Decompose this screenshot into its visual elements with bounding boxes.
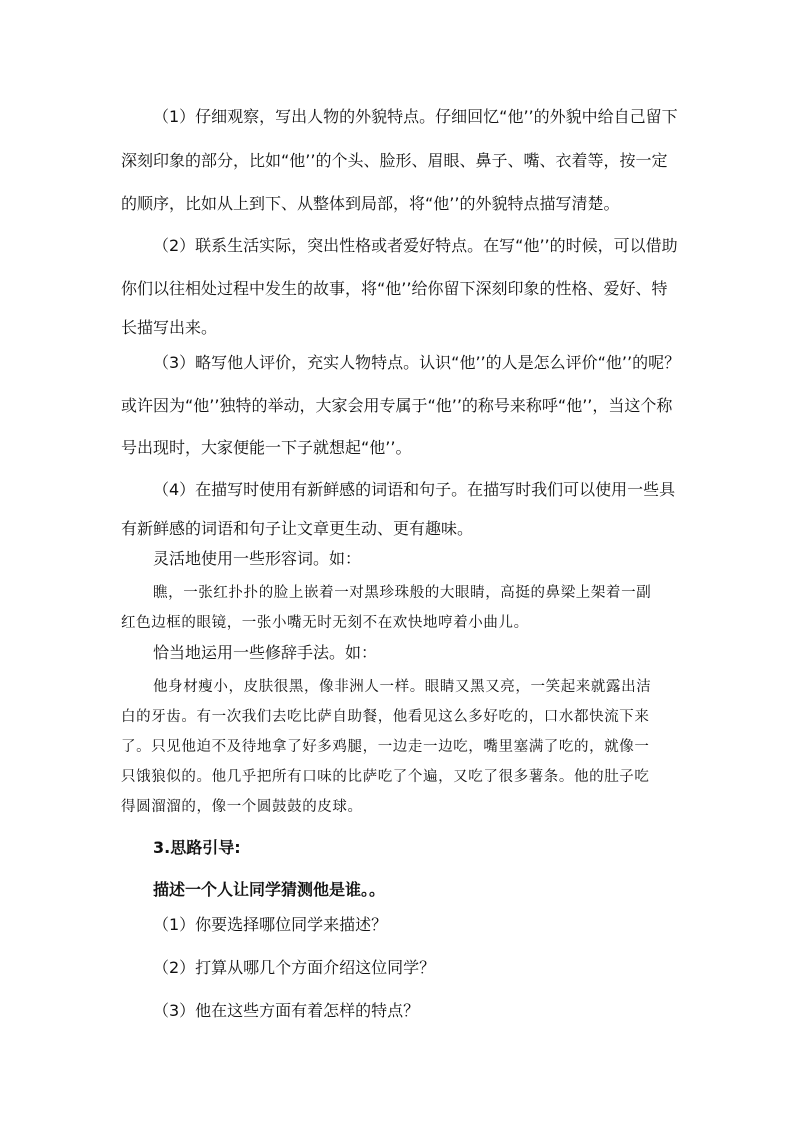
paragraph-3-line-2: 或许因为“他’’独特的举动，大家会用专属于“他’’的称号来称呼“他’’，当这个称 (121, 396, 673, 415)
section-3-heading: 3.思路引导: (153, 838, 241, 857)
paragraph-3-line-1: （3）略写他人评价，充实人物特点。认识“他’’的人是怎么评价“他’’的呢？ (153, 353, 681, 372)
section-3-task: 描述一个人让同学猜测他是谁。。 (153, 880, 386, 899)
paragraph-2-line-1: （2）联系生活实际，突出性格或者爱好特点。在写“他’’的时候，可以借助 (153, 236, 678, 255)
paragraph-2-line-3: 长描写出来。 (121, 318, 218, 337)
adjective-tip: 灵活地使用一些形容词。如： (153, 549, 362, 568)
paragraph-1-line-1: （1）仔细观察，写出人物的外貌特点。仔细回忆“他’’的外貌中给自己留下 (153, 107, 678, 126)
example-2-line-3: 了。只见他迫不及待地拿了好多鸡腿，一边走一边吃，嘴里塞满了吃的，就像一 (121, 739, 650, 755)
paragraph-3-line-3: 号出现时，大家便能一下子就想起“他’’。 (121, 438, 412, 457)
example-2-line-1: 他身材瘦小，皮肤很黑，像非洲人一样。眼睛又黑又亮，一笑起来就露出洁 (153, 679, 652, 695)
example-1-line-1: 瞧，一张红扑扑的脸上嵌着一对黑珍珠般的大眼睛，高挺的鼻梁上架着一副 (153, 585, 652, 601)
paragraph-2-line-2: 你们以往相处过程中发生的故事，将“他’’给你留下深刻印象的性格、爱好、特 (121, 279, 668, 298)
rhetoric-tip: 恰当地运用一些修辞手法。如： (153, 643, 378, 662)
paragraph-4-line-2: 有新鲜感的词语和句子让文章更生动、更有趣味。 (121, 519, 474, 538)
example-1-line-2: 红色边框的眼镜，一张小嘴无时无刻不在欢快地哼着小曲儿。 (121, 615, 529, 631)
example-2-line-5: 得圆溜溜的，像一个圆鼓鼓的皮球。 (121, 799, 363, 815)
guide-question-3: （3）他在这些方面有着怎样的特点？ (153, 1001, 420, 1020)
example-2-line-4: 只饿狼似的。他几乎把所有口味的比萨吃了个遍，又吃了很多薯条。他的肚子吃 (121, 769, 650, 785)
guide-question-2: （2）打算从哪几个方面介绍这位同学？ (153, 958, 436, 977)
paragraph-1-line-3: 的顺序，比如从上到下、从整体到局部，将“他’’的外貌特点描写清楚。 (121, 194, 620, 213)
paragraph-1-line-2: 深刻印象的部分，比如“他’’的个头、脸形、眉眼、鼻子、嘴、衣着等，按一定 (121, 151, 668, 170)
guide-question-1: （1）你要选择哪位同学来描述？ (153, 915, 388, 934)
paragraph-4-line-1: （4）在描写时使用有新鲜感的词语和句子。在描写时我们可以使用一些具 (153, 480, 676, 499)
example-2-line-2: 白的牙齿。有一次我们去吃比萨自助餐，他看见这么多好吃的，口水都快流下来 (121, 709, 650, 725)
